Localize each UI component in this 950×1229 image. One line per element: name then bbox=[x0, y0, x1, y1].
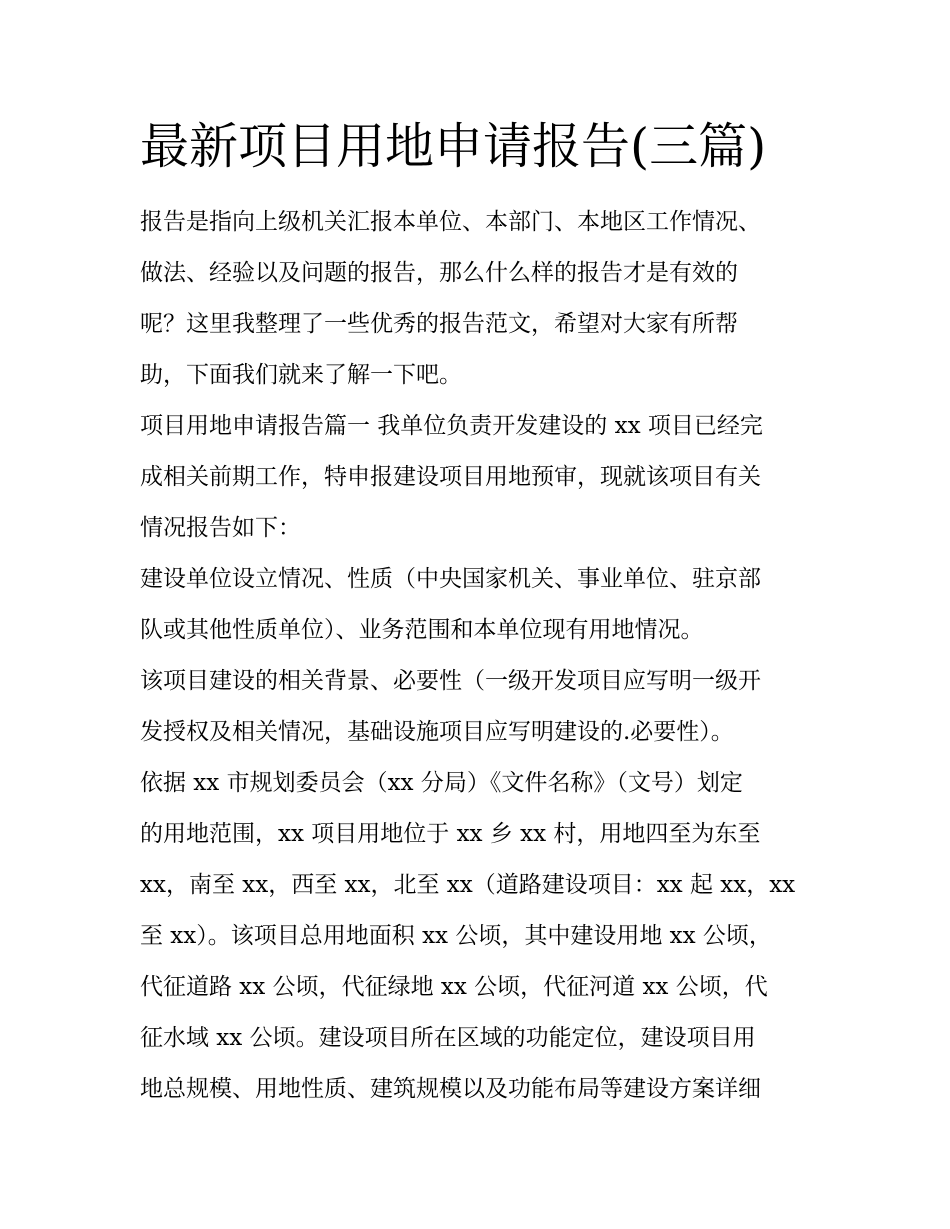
text-line: 依据 xx 市规划委员会（xx 分局）《文件名称》（文号）划定 bbox=[140, 770, 743, 796]
text-line: 队或其他性质单位）、业务范围和本单位现有用地情况。 bbox=[140, 617, 704, 643]
text-line: 该项目建设的相关背景、必要性（一级开发项目应写明一级开 bbox=[140, 668, 761, 694]
text-line: 代征道路 xx 公顷，代征绿地 xx 公顷，代征河道 xx 公顷，代 bbox=[140, 974, 768, 1000]
text-line: 报告是指向上级机关汇报本单位、本部门、本地区工作情况、 bbox=[140, 209, 761, 235]
text-line: 至 xx）。该项目总用地面积 xx 公顷，其中建设用地 xx 公顷， bbox=[140, 923, 772, 949]
text-line: xx，南至 xx，西至 xx，北至 xx（道路建设项目：xx 起 xx，xx bbox=[140, 872, 796, 898]
text-line: 建设单位设立情况、性质（中央国家机关、事业单位、驻京部 bbox=[140, 566, 761, 592]
text-line: 助，下面我们就来了解一下吧。 bbox=[140, 362, 462, 388]
text-line: 成相关前期工作，特申报建设项目用地预审，现就该项目有关 bbox=[140, 464, 761, 490]
text-line: 呢？这里我整理了一些优秀的报告范文，希望对大家有所帮 bbox=[140, 311, 738, 337]
text-line: 地总规模、用地性质、建筑规模以及功能布局等建设方案详细 bbox=[140, 1076, 761, 1102]
text-line: 项目用地申请报告篇一 我单位负责开发建设的 xx 项目已经完 bbox=[140, 413, 763, 439]
page-title: 最新项目用地申请报告(三篇) bbox=[140, 118, 767, 175]
text-line: 情况报告如下： bbox=[140, 515, 301, 541]
text-line: 做法、经验以及问题的报告，那么什么样的报告才是有效的 bbox=[140, 260, 738, 286]
text-line: 的用地范围，xx 项目用地位于 xx 乡 xx 村，用地四至为东至 bbox=[140, 821, 761, 847]
text-line: 征水域 xx 公顷。建设项目所在区域的功能定位，建设项目用 bbox=[140, 1025, 756, 1051]
document-body bbox=[140, 197, 810, 1115]
text-line: 发授权及相关情况，基础设施项目应写明建设的.必要性）。 bbox=[140, 719, 734, 745]
